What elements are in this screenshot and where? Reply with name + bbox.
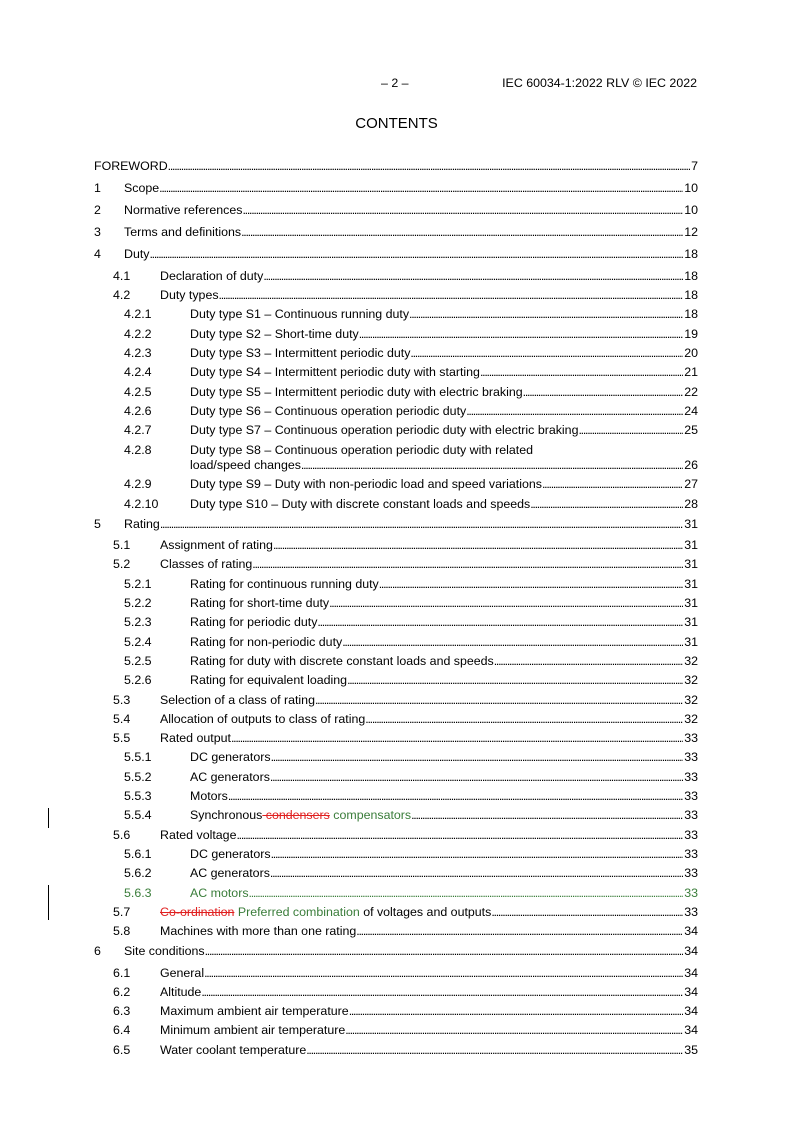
toc-number: 5.5.4 (124, 808, 152, 822)
toc-label: Rating for continuous running duty (190, 577, 379, 591)
toc-entry[interactable] (94, 846, 698, 862)
toc-entry[interactable] (94, 306, 698, 322)
toc-page: 31 (684, 557, 698, 571)
toc-number: 5.2 (113, 557, 131, 571)
toc-entry[interactable] (94, 202, 698, 218)
toc-entry[interactable] (94, 476, 698, 492)
toc-leader (523, 384, 684, 400)
toc-number: 5.2.4 (124, 635, 152, 649)
toc-number: 4.2.6 (124, 404, 152, 418)
toc-number: 4.2.9 (124, 477, 152, 491)
toc-page: 19 (684, 327, 698, 341)
toc-page: 33 (684, 828, 698, 842)
toc-page: 33 (684, 905, 698, 919)
toc-number: 4.2.4 (124, 365, 152, 379)
toc-page: 31 (684, 596, 698, 610)
toc-leader (270, 865, 683, 881)
toc-label: Site conditions (124, 944, 205, 958)
toc-number: 1 (94, 181, 101, 195)
toc-page: 34 (684, 1004, 698, 1018)
toc-number: 5.2.2 (124, 596, 152, 610)
toc-leader (236, 827, 683, 843)
toc-entry[interactable] (94, 364, 698, 380)
toc-number: 4.2 (113, 288, 131, 302)
toc-entry[interactable] (94, 749, 698, 765)
toc-leader (466, 403, 683, 419)
toc-page: 33 (684, 847, 698, 861)
toc-leader (315, 692, 683, 708)
toc-leader (219, 287, 684, 303)
toc-entry[interactable] (94, 516, 698, 532)
toc-leader (306, 1042, 683, 1058)
toc-label: Selection of a class of rating (160, 693, 315, 707)
toc-label: Duty type S7 – Continuous operation periodic duty with electric braking (190, 423, 579, 437)
toc-number: 5.5.3 (124, 789, 152, 803)
toc-label: Duty type S3 – Intermittent periodic duty (190, 346, 411, 360)
toc-label: Rating for short-time duty (190, 596, 330, 610)
toc-leader (270, 769, 683, 785)
toc-page: 34 (684, 924, 698, 938)
toc-page: 33 (684, 886, 698, 900)
toc-page: 34 (684, 1023, 698, 1037)
toc-entry[interactable] (94, 537, 698, 553)
toc-label: DC generators (190, 847, 271, 861)
toc-page: 31 (684, 635, 698, 649)
toc-page: 12 (684, 225, 698, 239)
toc-page: 34 (684, 966, 698, 980)
toc-label: AC generators (190, 770, 270, 784)
toc-label: AC generators (190, 866, 270, 880)
toc-entry[interactable] (94, 1003, 698, 1019)
toc-number: 5.4 (113, 712, 131, 726)
toc-page: 21 (684, 365, 698, 379)
toc-label: Duty type S2 – Short-time duty (190, 327, 359, 341)
toc-page: 31 (684, 577, 698, 591)
page-number: – 2 – (381, 76, 409, 90)
toc-label: Rating for periodic duty (190, 615, 318, 629)
toc-leader (329, 595, 683, 611)
toc-number: 6.3 (113, 1004, 131, 1018)
toc-label: Allocation of outputs to class of rating (160, 712, 366, 726)
toc-leader (347, 672, 683, 688)
toc-number: 5.6.1 (124, 847, 152, 861)
toc-page: 33 (684, 808, 698, 822)
toc-label: FOREWORD (94, 159, 168, 173)
toc-page: 33 (684, 770, 698, 784)
toc-page: 25 (684, 423, 698, 437)
toc-entry[interactable] (94, 403, 698, 419)
toc-entry[interactable] (94, 692, 698, 708)
toc-entry[interactable] (94, 923, 698, 939)
toc-leader (365, 711, 683, 727)
toc-leader (204, 965, 683, 981)
toc-label: Duty type S10 – Duty with discrete constant loads and speeds (190, 497, 531, 511)
toc-entry[interactable] (94, 287, 698, 303)
toc-page: 31 (684, 517, 698, 531)
toc-leader (241, 224, 683, 240)
toc-leader (231, 730, 683, 746)
toc-page: 26 (684, 458, 698, 472)
toc-leader (356, 923, 683, 939)
inserted-text: Preferred combination (234, 905, 360, 919)
toc-page: 7 (691, 159, 698, 173)
toc-page: 34 (684, 944, 698, 958)
toc-leader (242, 202, 683, 218)
toc-label: Minimum ambient air temperature (160, 1023, 346, 1037)
toc-label: AC motors (190, 886, 249, 900)
toc-label: Classes of rating (160, 557, 253, 571)
toc-page: 20 (684, 346, 698, 360)
toc-leader (359, 326, 683, 342)
toc-leader (228, 788, 683, 804)
toc-number: 5.3 (113, 693, 131, 707)
toc-number: 6.4 (113, 1023, 131, 1037)
toc-page: 18 (684, 247, 698, 261)
toc-entry[interactable] (94, 672, 698, 688)
toc-page: 31 (684, 615, 698, 629)
toc-label: Rated output (160, 731, 231, 745)
toc-entry[interactable] (94, 1022, 698, 1038)
toc-leader (149, 246, 683, 262)
toc-label: Duty type S1 – Continuous running duty (190, 307, 410, 321)
toc-label: Duty type S4 – Intermittent periodic duty with starting (190, 365, 480, 379)
toc-number: 5.1 (113, 538, 131, 552)
toc-leader (411, 807, 683, 823)
toc-entry[interactable] (94, 904, 698, 920)
toc-label: Rating for duty with discrete constant loads and speeds (190, 654, 494, 668)
toc-entry[interactable] (94, 1042, 698, 1058)
change-bar (48, 808, 49, 828)
toc-label: Duty type S9 – Duty with non-periodic load and speed variations (190, 477, 542, 491)
toc-label-line: Duty type S8 – Continuous operation periodic duty with related (190, 443, 534, 457)
toc-entry[interactable] (94, 576, 698, 592)
toc-number: 5.2.1 (124, 577, 152, 591)
toc-entry[interactable] (94, 634, 698, 650)
toc-page: 32 (684, 673, 698, 687)
toc-leader (494, 653, 683, 669)
toc-page: 32 (684, 712, 698, 726)
toc-label: Water coolant temperature (160, 1043, 307, 1057)
toc-label: Assignment of rating (160, 538, 273, 552)
toc-number: 6.2 (113, 985, 131, 999)
toc-number: 4.2.7 (124, 423, 152, 437)
toc-label: Synchronous (190, 808, 263, 822)
toc-number: 5 (94, 517, 101, 531)
toc-number: 4 (94, 247, 101, 261)
toc-page: 27 (684, 477, 698, 491)
toc-number: 4.2.10 (124, 497, 159, 511)
toc-entry[interactable] (94, 422, 698, 438)
toc-number: 5.5 (113, 731, 131, 745)
toc-label: Terms and definitions (124, 225, 242, 239)
page-title: CONTENTS (355, 115, 438, 132)
toc-leader (168, 158, 690, 174)
toc-number: 6.5 (113, 1043, 131, 1057)
toc-entry[interactable] (94, 224, 698, 240)
toc-number: 5.6 (113, 828, 131, 842)
toc-leader (252, 556, 683, 572)
toc-entry[interactable] (94, 807, 698, 823)
toc-label: Duty type S6 – Continuous operation periodic duty (190, 404, 467, 418)
toc-entry[interactable] (94, 943, 698, 959)
toc-leader (542, 476, 683, 492)
toc-number: 5.2.5 (124, 654, 152, 668)
toc-entry[interactable] (94, 711, 698, 727)
toc-page: 24 (684, 404, 698, 418)
toc-label: Normative references (124, 203, 243, 217)
toc-leader (317, 614, 683, 630)
toc-page: 18 (684, 307, 698, 321)
toc-number: 6.1 (113, 966, 131, 980)
toc-label: Rating for non-periodic duty (190, 635, 343, 649)
toc-number: 5.2.6 (124, 673, 152, 687)
toc-number: 5.7 (113, 905, 131, 919)
toc-leader (491, 904, 683, 920)
toc-entry[interactable] (94, 326, 698, 342)
toc-entry[interactable] (94, 246, 698, 262)
toc-entry[interactable] (94, 965, 698, 981)
toc-label: Rated voltage (160, 828, 237, 842)
toc-leader (480, 364, 683, 380)
toc-leader (159, 180, 683, 196)
toc-page: 33 (684, 789, 698, 803)
toc-number: 5.5.1 (124, 750, 152, 764)
toc-number: 6 (94, 944, 101, 958)
toc-page: 33 (684, 750, 698, 764)
inserted-text: compensators (329, 808, 412, 822)
change-bar (48, 885, 49, 920)
toc-page: 33 (684, 866, 698, 880)
toc-page: 33 (684, 731, 698, 745)
toc-page: 32 (684, 693, 698, 707)
toc-label: Motors (190, 789, 228, 803)
toc-leader (205, 943, 684, 959)
toc-leader (271, 846, 684, 862)
toc-number: 4.2.3 (124, 346, 152, 360)
toc-leader (301, 457, 683, 473)
toc-number: 2 (94, 203, 101, 217)
toc-page: 28 (684, 497, 698, 511)
toc-number: 5.6.2 (124, 866, 152, 880)
toc-entry[interactable] (94, 345, 698, 361)
deleted-text: condensers (262, 808, 330, 822)
toc-number: 5.8 (113, 924, 131, 938)
toc-page: 35 (684, 1043, 698, 1057)
toc-label: Machines with more than one rating (160, 924, 357, 938)
toc-leader (160, 516, 683, 532)
toc-page: 18 (684, 288, 698, 302)
toc-page: 18 (684, 269, 698, 283)
toc-number: 5.6.3 (124, 886, 152, 900)
toc-number: 5.5.2 (124, 770, 152, 784)
toc-label: DC generators (190, 750, 271, 764)
toc-entry[interactable] (94, 865, 698, 881)
toc-entry[interactable] (94, 268, 698, 284)
toc-number: 4.2.5 (124, 385, 152, 399)
toc-number: 4.2.8 (124, 443, 152, 457)
toc-leader (345, 1022, 683, 1038)
toc-leader (578, 422, 683, 438)
toc-label: Maximum ambient air temperature (160, 1004, 349, 1018)
toc-leader (249, 885, 684, 901)
toc-number: 3 (94, 225, 101, 239)
toc-entry[interactable] (94, 827, 698, 843)
toc-label: Duty types (160, 288, 219, 302)
toc-label: Duty (124, 247, 150, 261)
toc-entry[interactable] (94, 496, 698, 512)
toc-label: Declaration of duty (160, 269, 264, 283)
toc-page: 34 (684, 985, 698, 999)
toc-entry-foreword[interactable] (94, 158, 698, 174)
toc-leader (410, 345, 683, 361)
toc-leader (271, 749, 684, 765)
toc-page: 10 (684, 203, 698, 217)
standard-reference: IEC 60034-1:2022 RLV © IEC 2022 (502, 76, 697, 90)
toc-leader (530, 496, 683, 512)
toc-label: of voltages and outputs (359, 905, 492, 919)
toc-number: 4.2.1 (124, 307, 152, 321)
toc-leader (379, 576, 683, 592)
toc-number: 4.1 (113, 269, 131, 283)
toc-entry[interactable] (94, 384, 698, 400)
toc-entry[interactable] (94, 769, 698, 785)
toc-number: 4.2.2 (124, 327, 152, 341)
toc-entry[interactable] (94, 180, 698, 196)
toc-label: Scope (124, 181, 160, 195)
toc-label: General (160, 966, 205, 980)
toc-page: 31 (684, 538, 698, 552)
toc-entry[interactable] (94, 788, 698, 804)
toc-entry[interactable] (94, 556, 698, 572)
toc-entry[interactable] (94, 614, 698, 630)
toc-entry[interactable] (94, 984, 698, 1000)
toc-label: load/speed changes (190, 458, 301, 472)
toc-label: Rating for equivalent loading (190, 673, 348, 687)
toc-number: 5.2.3 (124, 615, 152, 629)
toc-leader (342, 634, 683, 650)
toc-leader (349, 1003, 684, 1019)
toc-label: Altitude (160, 985, 202, 999)
toc-page: 22 (684, 385, 698, 399)
toc-leader (263, 268, 683, 284)
toc-leader (409, 306, 683, 322)
toc-entry-inserted[interactable] (94, 885, 698, 901)
toc-entry[interactable] (94, 730, 698, 746)
toc-leader (201, 984, 683, 1000)
deleted-text: Co-ordination (160, 905, 235, 919)
toc-entry[interactable] (94, 653, 698, 669)
toc-entry[interactable] (94, 442, 698, 474)
toc-label: Duty type S5 – Intermittent periodic duty with electric braking (190, 385, 523, 399)
toc-label: Rating (124, 517, 160, 531)
toc-page: 10 (684, 181, 698, 195)
toc-leader (273, 537, 683, 553)
toc-entry[interactable] (94, 595, 698, 611)
toc-page: 32 (684, 654, 698, 668)
